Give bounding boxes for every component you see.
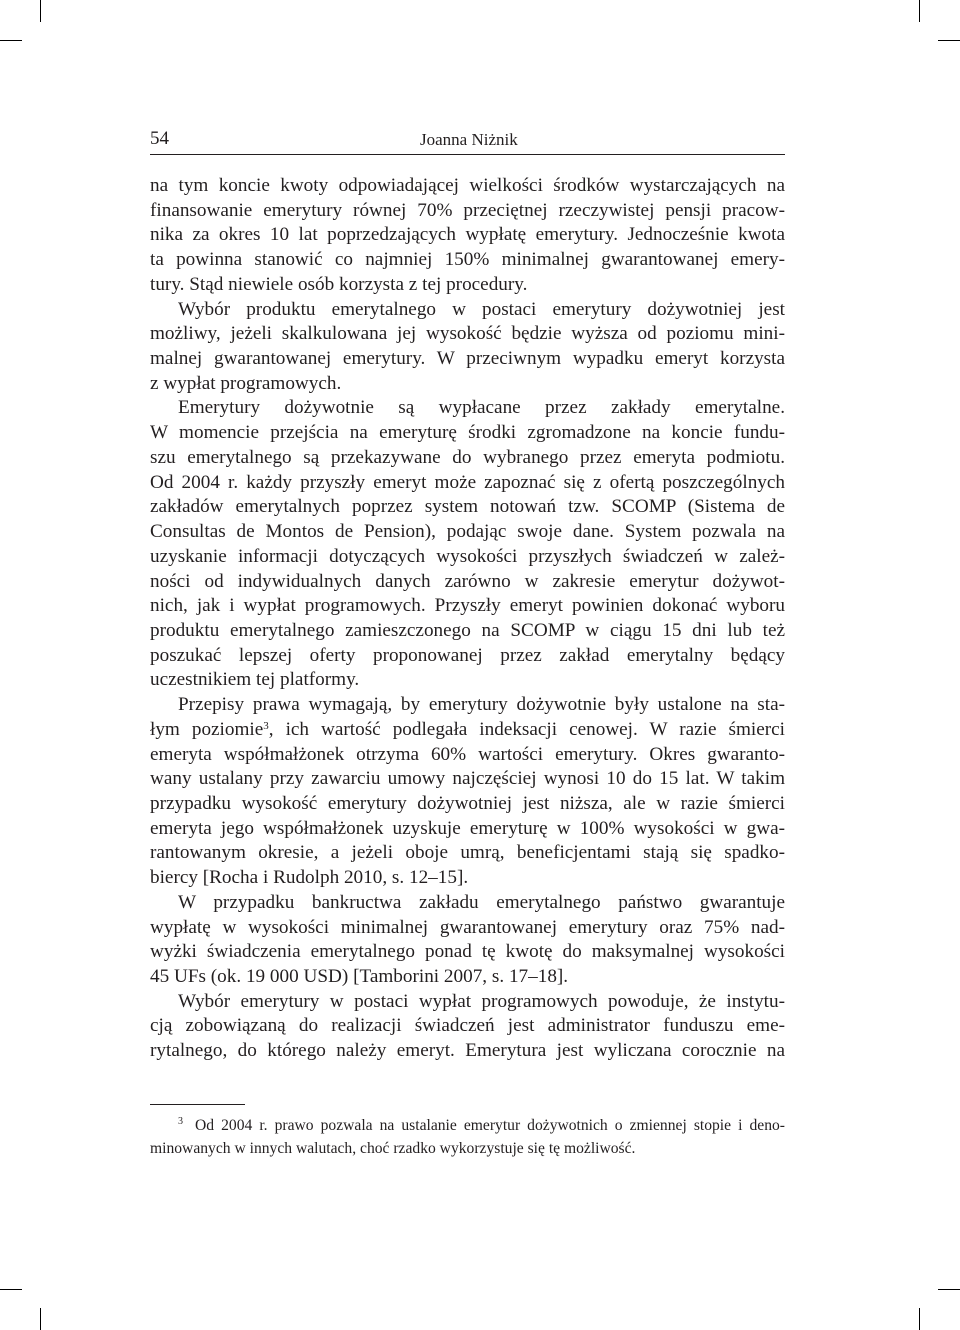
footnote (150, 1115, 785, 1160)
text-line-with-footnote (150, 718, 785, 743)
text-segment: łym poziomie (150, 718, 264, 740)
text-line: biercy [Rocha i Rudolph 2010, s. 12–15]. (150, 867, 469, 889)
text-line: Od 2004 r. każdy przyszły emeryt może zapoznać się z ofertą poszczególnych (150, 471, 785, 493)
body-text (150, 174, 785, 1064)
text-line: wypłatę w wysokości minimalnej gwarantowanej emerytury oraz 75% nad- (150, 916, 785, 938)
text-line: na tym koncie kwoty odpowiadającej wielkości środków wystarczających na (150, 175, 785, 196)
crop-mark-bottom-left-vertical (40, 1308, 41, 1330)
text-line: z wypłat programowych. (150, 372, 342, 394)
footnote-reference[interactable]: 3 (263, 719, 269, 732)
text-line: możliwy, jeżeli skalkulowana jej wysokość będzie wyższa od poziomu mini- (150, 323, 785, 345)
text-line: tury. Stąd niewiele osób korzysta z tej procedury. (150, 273, 528, 295)
text-line: malnej gwarantowanej emerytury. W przeciwnym wypadku emeryt korzysta (150, 348, 785, 370)
crop-mark-top-left-horizontal (0, 40, 22, 41)
crop-mark-bottom-right-vertical (919, 1308, 920, 1330)
text-line: wyżki świadczenia emerytalnego ponad tę kwotę do maksymalnej wysokości (150, 941, 785, 963)
footnote-line: minowanych w innych walutach, choć rzadko wykorzystuje się tę możliwość. (150, 1139, 636, 1157)
text-line: produktu emerytalnego zamieszczonego na SCOMP w ciągu 15 dni lub też (150, 619, 785, 641)
text-line: emeryta jego współmałżonek uzyskuje emeryturę w 100% wysokości w gwa- (150, 817, 785, 839)
text-line: szu emerytalnego są przekazywane do wybranego przez emeryta podmiotu. (150, 446, 785, 468)
crop-mark-bottom-left-horizontal (0, 1289, 22, 1290)
crop-mark-top-right-horizontal (938, 40, 960, 41)
text-line: przypadku wysokość emerytury dożywotniej jest niższa, ale w razie śmierci (150, 792, 785, 814)
text-line: nich, jak i wypłat programowych. Przyszły emeryt powinien dokonać wyboru (150, 595, 785, 617)
header-rule (150, 154, 785, 155)
text-line: Wybór emerytury w postaci wypłat programowych powoduje, że instytu- (178, 990, 785, 1012)
text-line: emeryta współmałżonek otrzyma 60% wartości emerytury. Okres gwaranto- (150, 743, 785, 765)
text-line: W przypadku bankructwa zakładu emerytalnego państwo gwarantuje (178, 891, 785, 913)
footnote-line (150, 1115, 785, 1138)
text-line: rytalnego, do którego należy emeryt. Emerytura jest wyliczana corocznie na (150, 1040, 785, 1062)
text-line: zakładów emerytalnych poprzez system notowań tzw. SCOMP (Sistema de (150, 496, 785, 518)
text-line: uzyskanie informacji dotyczących wysokości przyszłych świadczeń w zależ- (150, 545, 785, 567)
footnote-marker: 3 (178, 1116, 183, 1127)
text-line: ta powinna stanowić co najmniej 150% minimalnej gwarantowanej emery- (150, 249, 785, 271)
text-line: rantowanym okresie, a jeżeli oboje umrą, beneficjentami stają się spadko- (150, 842, 785, 864)
text-line: uczestnikiem tej platformy. (150, 669, 360, 691)
text-line: Emerytury dożywotnie są wypłacane przez zakłady emerytalne. (178, 397, 785, 419)
footnote-text: Od 2004 r. prawo pozwala na ustalanie emerytur dożywotnich o zmiennej stopie i deno- (195, 1117, 785, 1134)
text-line: poszukać lepszej oferty proponowanej przez zakład emerytalny będący (150, 644, 785, 666)
text-segment: , ich wartość podlegała indeksacji cenowej. W razie śmierci (268, 718, 786, 740)
text-line: nika za okres 10 lat poprzedzających wypłatę emerytury. Jednocześnie kwota (150, 224, 785, 246)
text-line: Wybór produktu emerytalnego w postaci emerytury dożywotniej jest (178, 298, 785, 320)
crop-mark-bottom-right-horizontal (938, 1289, 960, 1290)
crop-mark-top-left-vertical (40, 0, 41, 22)
text-line: Przepisy prawa wymagają, by emerytury dożywotnie były ustalone na sta- (178, 694, 785, 716)
text-line: finansowanie emerytury równej 70% przeciętnej rzeczywistej pensji pracow- (150, 199, 785, 221)
crop-mark-top-right-vertical (919, 0, 920, 22)
text-line: wany ustalany przy zawarciu umowy najczęściej wynosi 10 do 15 lat. W takim (150, 768, 785, 790)
text-line: Consultas de Montos de Pension), podając swoje dane. System pozwala na (150, 521, 785, 543)
text-line: W momencie przejścia na emeryturę środki zgromadzone na koncie fundu- (150, 422, 785, 444)
text-line: ności od indywidualnych danych zarówno w zakresie emerytur dożywot- (150, 570, 785, 592)
page-number: 54 (150, 128, 169, 149)
running-head-author: Joanna Niżnik (420, 130, 518, 149)
footnote-rule (150, 1104, 245, 1105)
text-line: 45 UFs (ok. 19 000 USD) [Tamborini 2007, s. 17–18]. (150, 966, 569, 987)
page-header (150, 126, 785, 154)
text-line: cją zobowiązaną do realizacji świadczeń jest administrator funduszu eme- (150, 1015, 785, 1037)
